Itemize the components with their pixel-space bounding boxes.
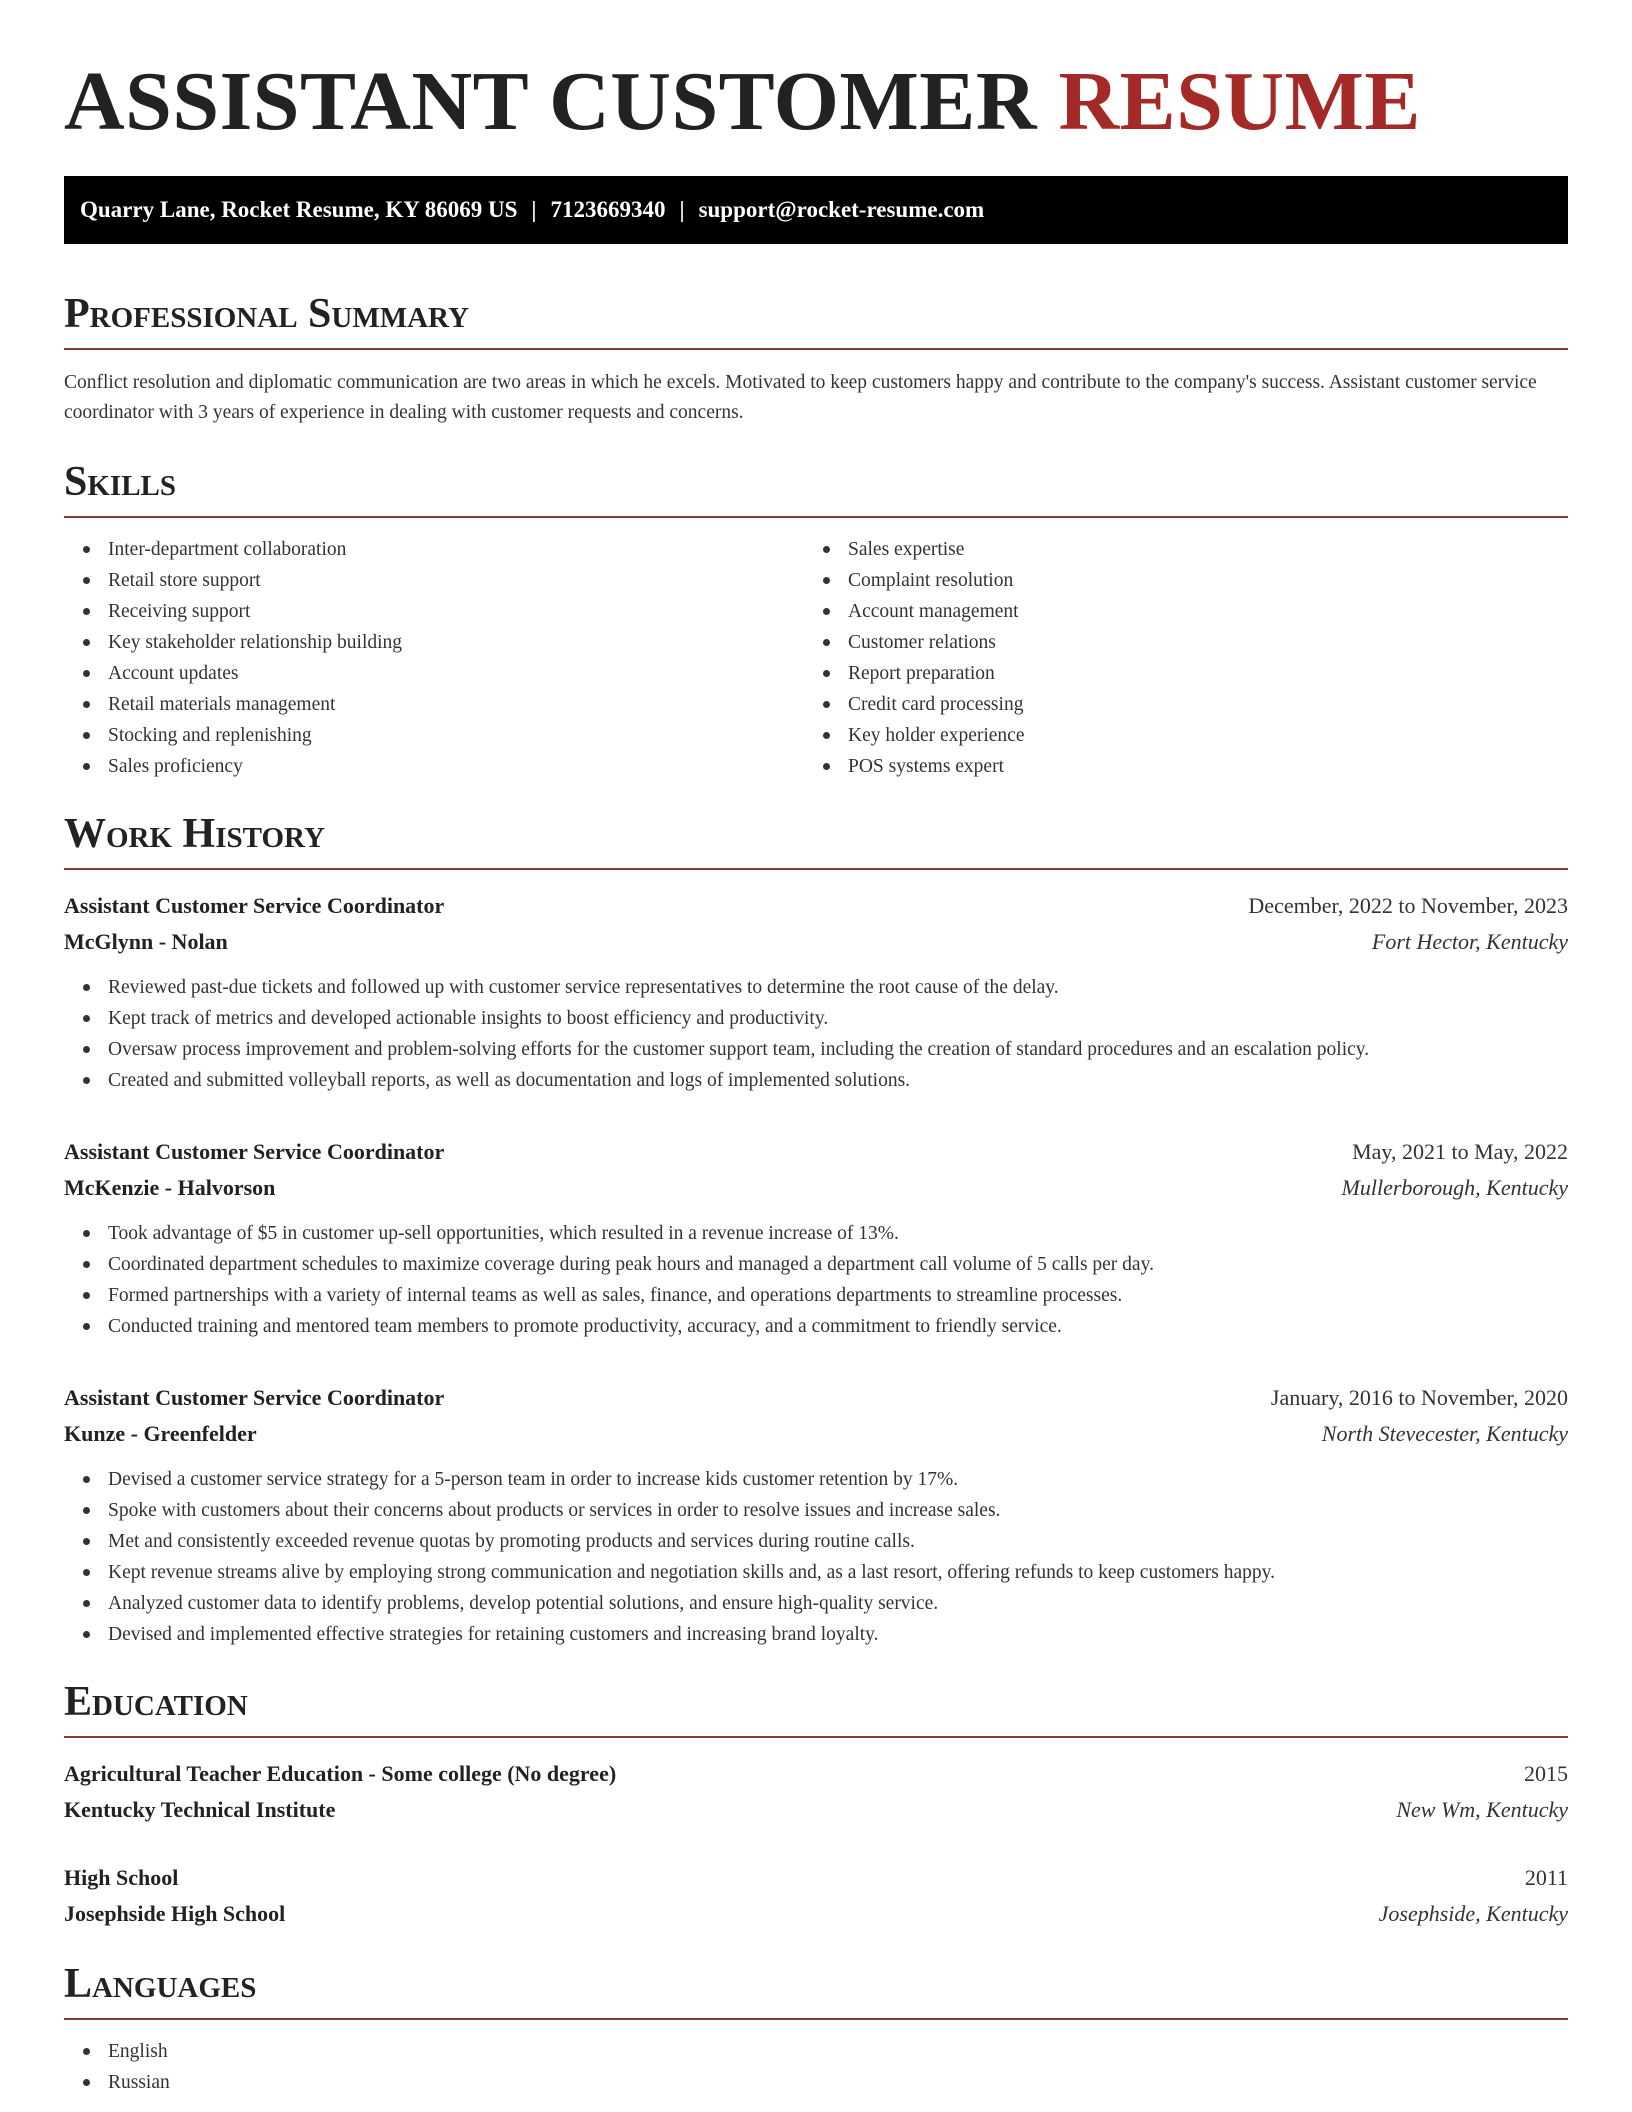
skill-item: Customer relations [848, 627, 1544, 658]
job-bullets [64, 972, 1568, 1096]
education-school: Josephside High School [64, 1901, 286, 1926]
job-entry [64, 888, 1568, 1096]
languages-list [64, 2036, 1568, 2098]
job-dates: January, 2016 to November, 2020 [1270, 1385, 1568, 1410]
job-bullet: Devised a customer service strategy for a 5-person team in order to increase kids customer retention by 17%. [108, 1464, 1568, 1495]
job-dates: December, 2022 to November, 2023 [1248, 893, 1568, 918]
skill-item: Report preparation [848, 658, 1544, 689]
job-bullets [64, 1464, 1568, 1650]
job-location: North Stevecester, Kentucky [1321, 1421, 1568, 1446]
contact-separator: | [679, 197, 685, 222]
job-bullet: Spoke with customers about their concerns about products or services in order to resolve issues and increase sales. [108, 1495, 1568, 1526]
job-bullet: Took advantage of $5 in customer up-sell opportunities, which resulted in a revenue increase of 13%. [108, 1218, 1568, 1249]
education-year: 2011 [1524, 1865, 1568, 1890]
job-bullet: Devised and implemented effective strategies for retaining customers and increasing brand loyalty. [108, 1619, 1568, 1650]
job-bullets [64, 1218, 1568, 1342]
job-header-row [64, 1134, 1568, 1170]
job-dates: May, 2021 to May, 2022 [1352, 1139, 1568, 1164]
education-year: 2015 [1524, 1761, 1568, 1786]
education-degree-row [64, 1756, 1568, 1792]
skills-list-left [64, 534, 804, 782]
job-company: McKenzie - Halvorson [64, 1175, 276, 1200]
job-bullet: Met and consistently exceeded revenue quotas by promoting products and services during routine calls. [108, 1526, 1568, 1557]
education-entry [64, 1756, 1568, 1828]
skill-item: Retail materials management [108, 689, 804, 720]
skills-section [64, 458, 1568, 782]
work-history-heading: Work History [64, 810, 1568, 870]
job-header-row [64, 888, 1568, 924]
education-heading: Education [64, 1678, 1568, 1738]
contact-email[interactable]: support@rocket-resume.com [698, 197, 985, 222]
language-item: English [108, 2036, 1568, 2067]
title-main: ASSISTANT CUSTOMER [64, 55, 1037, 148]
contact-address: Quarry Lane, Rocket Resume, KY 86069 US [80, 197, 518, 222]
summary-heading: Professional Summary [64, 290, 1568, 350]
skill-item: Stocking and replenishing [108, 720, 804, 751]
education-school-row [64, 1792, 1568, 1828]
job-company: McGlynn - Nolan [64, 929, 228, 954]
job-location: Mullerborough, Kentucky [1341, 1175, 1568, 1200]
job-company-row [64, 1416, 1568, 1452]
education-section [64, 1678, 1568, 1932]
summary-text: Conflict resolution and diplomatic communication are two areas in which he excels. Motivated to keep customers happy and contribute to the company's success. Assistant customer service coordinator with 3 years of experience in dealing with customer requests and concerns. [64, 372, 1537, 423]
education-location: New Wm, Kentucky [1396, 1797, 1568, 1822]
education-degree: High School [64, 1865, 179, 1890]
skill-item: Sales expertise [848, 534, 1544, 565]
summary-section [64, 290, 1568, 428]
contact-separator: | [531, 197, 537, 222]
skills-list-right [804, 534, 1544, 782]
education-school-row [64, 1896, 1568, 1932]
skills-column-left [64, 534, 804, 782]
education-degree-row [64, 1860, 1568, 1896]
title-accent: RESUME [1058, 55, 1421, 148]
skills-column-right [804, 534, 1544, 782]
work-history-section [64, 810, 1568, 1650]
job-company-row [64, 1170, 1568, 1206]
job-bullet: Kept revenue streams alive by employing strong communication and negotiation skills and, as a last resort, offering refunds to keep customers happy. [108, 1557, 1568, 1588]
skill-item: Complaint resolution [848, 565, 1544, 596]
skill-item: Receiving support [108, 596, 804, 627]
job-bullet: Oversaw process improvement and problem-solving efforts for the customer support team, including the creation of standard procedures and an escalation policy. [108, 1034, 1568, 1065]
languages-section [64, 1960, 1568, 2098]
job-location: Fort Hector, Kentucky [1371, 929, 1568, 954]
job-entry [64, 1134, 1568, 1342]
contact-phone[interactable]: 7123669340 [550, 197, 666, 222]
skill-item: Sales proficiency [108, 751, 804, 782]
job-bullet: Analyzed customer data to identify problems, develop potential solutions, and ensure high-quality service. [108, 1588, 1568, 1619]
languages-heading: Languages [64, 1960, 1568, 2020]
education-location: Josephside, Kentucky [1378, 1901, 1568, 1926]
skill-item: Credit card processing [848, 689, 1544, 720]
job-bullet: Created and submitted volleyball reports, as well as documentation and logs of implemented solutions. [108, 1065, 1568, 1096]
skill-item: Account management [848, 596, 1544, 627]
job-company: Kunze - Greenfelder [64, 1421, 257, 1446]
skill-item: Key holder experience [848, 720, 1544, 751]
job-header-row [64, 1380, 1568, 1416]
language-item: Russian [108, 2067, 1568, 2098]
education-school: Kentucky Technical Institute [64, 1797, 336, 1822]
job-company-row [64, 924, 1568, 960]
skill-item: Inter-department collaboration [108, 534, 804, 565]
education-degree: Agricultural Teacher Education - Some college (No degree) [64, 1761, 617, 1786]
skill-item: Key stakeholder relationship building [108, 627, 804, 658]
contact-bar [64, 176, 1568, 244]
skill-item: Account updates [108, 658, 804, 689]
job-title: Assistant Customer Service Coordinator [64, 1139, 445, 1164]
skills-grid [64, 534, 1568, 782]
job-entry [64, 1380, 1568, 1650]
education-entry [64, 1860, 1568, 1932]
job-bullet: Kept track of metrics and developed actionable insights to boost efficiency and productivity. [108, 1003, 1568, 1034]
job-title: Assistant Customer Service Coordinator [64, 1385, 445, 1410]
job-title: Assistant Customer Service Coordinator [64, 893, 445, 918]
skill-item: POS systems expert [848, 751, 1544, 782]
job-bullet: Conducted training and mentored team members to promote productivity, accuracy, and a commitment to friendly service. [108, 1311, 1568, 1342]
job-bullet: Formed partnerships with a variety of internal teams as well as sales, finance, and operations departments to streamline processes. [108, 1280, 1568, 1311]
skill-item: Retail store support [108, 565, 804, 596]
page-title [64, 54, 1568, 150]
job-bullet: Coordinated department schedules to maximize coverage during peak hours and managed a department call volume of 5 calls per day. [108, 1249, 1568, 1280]
job-bullet: Reviewed past-due tickets and followed up with customer service representatives to determine the root cause of the delay. [108, 972, 1568, 1003]
skills-heading: Skills [64, 458, 1568, 518]
